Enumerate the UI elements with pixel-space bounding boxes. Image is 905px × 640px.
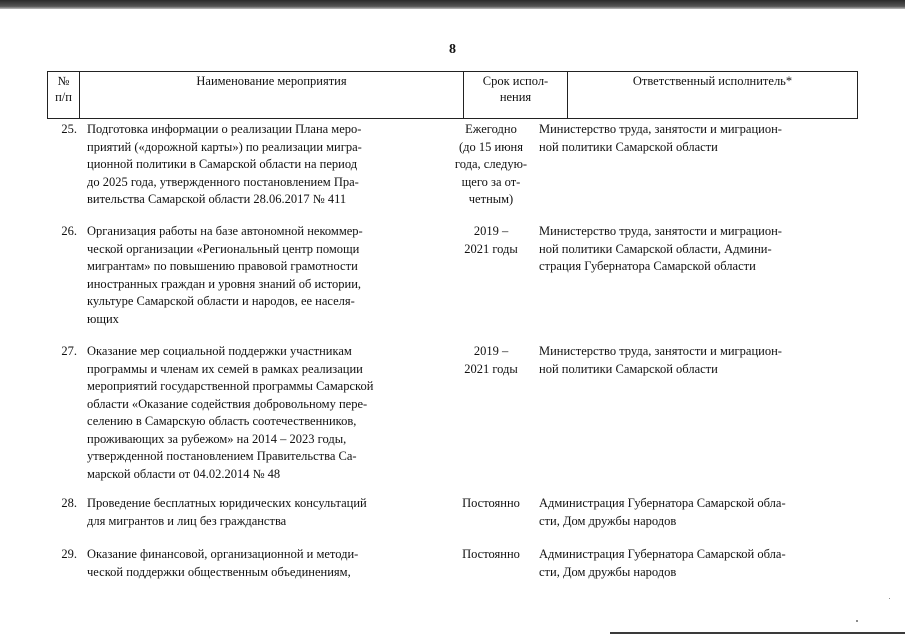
measure-name: Оказание финансовой, организационной и методи- ческой поддержки общественным объединениям, xyxy=(87,547,359,579)
deadline: 2019 – 2021 годы xyxy=(464,224,518,256)
deadline: Ежегодно (до 15 июня года, следую- щего за от- четным) xyxy=(454,122,528,206)
responsible-executor: Администрация Губернатора Самарской обла- сти, Дом дружбы народов xyxy=(539,547,786,579)
header-number: № п/п xyxy=(48,72,80,118)
row-number: 27. xyxy=(61,344,77,358)
responsible-executor: Министерство труда, занятости и миграцион- ной политики Самарской области xyxy=(539,344,782,376)
scan-bottom-edge xyxy=(610,632,905,634)
header-responsible: Ответственный исполнитель* xyxy=(632,74,793,88)
measure-name: Организация работы на базе автономной некоммер- ческой организации «Региональный центр помощи мигрантам» по повышению правовой грамотности иностранных граждан и уровня знаний об истории, культуре Самарской области и народов, ее населя- ющих xyxy=(87,224,363,326)
measures-table xyxy=(47,71,858,579)
scan-top-edge xyxy=(0,0,905,9)
measure-name: Подготовка информации о реализации Плана меро- приятий («дорожной карты») по реализации мигра- ционной политики в Самарской области на период до 2025 года, утвержденного постановлением Пра- вительства Самарской области 28.06.2017 № 411 xyxy=(87,122,362,206)
responsible-executor: Министерство труда, занятости и миграцион- ной политики Самарской области xyxy=(539,122,782,154)
measure-name: Проведение бесплатных юридических консультаций для мигрантов и лиц без гражданства xyxy=(87,496,367,528)
deadline: 2019 – 2021 годы xyxy=(464,344,518,376)
row-number: 29. xyxy=(61,547,77,561)
row-number: 25. xyxy=(61,122,77,136)
deadline: Постоянно xyxy=(462,547,520,561)
deadline: Постоянно xyxy=(462,496,520,510)
responsible-executor: Министерство труда, занятости и миграцион- ной политики Самарской области, Админи- страция Губернатора Самарской области xyxy=(539,224,782,273)
row-number: 26. xyxy=(61,224,77,238)
header-measure-name: Наименование мероприятия xyxy=(80,72,464,118)
header-deadline: Срок испол- нения xyxy=(464,72,568,118)
page-number: 8 xyxy=(449,42,456,57)
scan-speck xyxy=(889,598,890,599)
table-header xyxy=(47,71,858,119)
measure-name: Оказание мер социальной поддержки участникам программы и членам их семей в рамках реализации мероприятий государственной программы Самарской области «Оказание содействия добровольному пере- селению в Самарскую область соотечественников, проживающих за рубежом» на 2014 – 2023 годы, утвержденной постановлением Правительства Са- марской области от 04.02.2014 № 48 xyxy=(87,344,374,481)
responsible-executor: Администрация Губернатора Самарской обла- сти, Дом дружбы народов xyxy=(539,496,786,528)
row-number: 28. xyxy=(61,496,77,510)
scan-speck xyxy=(856,620,858,622)
